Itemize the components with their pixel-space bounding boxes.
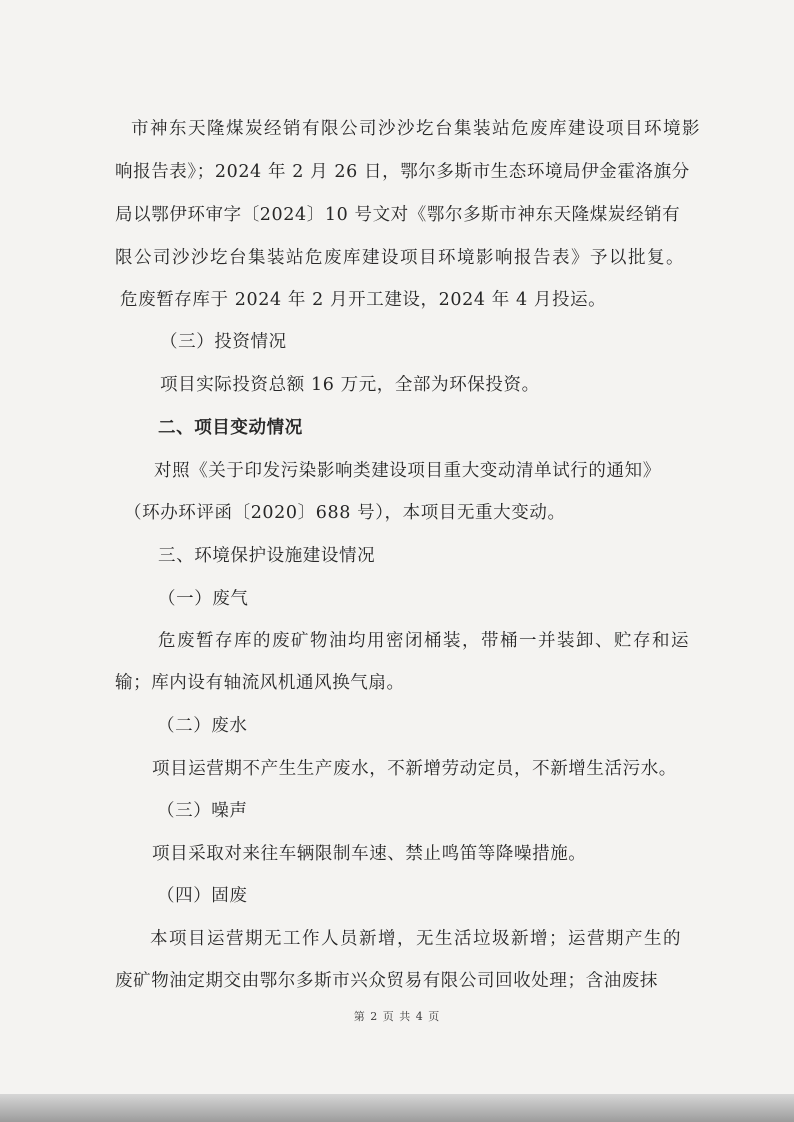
paragraph-line: 输；库内设有轴流风机通风换气扇。 (115, 673, 405, 693)
paragraph-line: （环办环评函〔2020〕688 号），本项目无重大变动。 (124, 503, 566, 523)
scan-edge (0, 1094, 794, 1122)
paragraph-line: 危废暂存库的废矿物油均用密闭桶装，带桶一并装卸、贮存和运 (158, 631, 690, 651)
paragraph-line: 响报告表》；2024 年 2 月 26 日，鄂尔多斯市生态环境局伊金霍洛旗分 (115, 162, 690, 182)
section-heading: 三、环境保护设施建设情况 (158, 546, 376, 566)
paragraph-line: 危废暂存库于 2024 年 2 月开工建设，2024 年 4 月投运。 (120, 290, 607, 310)
paragraph-line: 市神东天隆煤炭经销有限公司沙沙圪台集装站危废库建设项目环境影 (131, 119, 701, 139)
subsection-heading: （三）噪声 (157, 801, 248, 821)
page-number: 第 2 页 共 4 页 (353, 1010, 441, 1023)
section-heading: 二、项目变动情况 (158, 418, 303, 438)
paragraph-line: 本项目运营期无工作人员新增，无生活垃圾新增；运营期产生的 (150, 929, 682, 949)
paragraph-line: 项目运营期不产生生产废水，不新增劳动定员，不新增生活污水。 (152, 759, 677, 779)
subsection-heading: （二）废水 (157, 716, 248, 736)
paragraph-line: 废矿物油定期交由鄂尔多斯市兴众贸易有限公司回收处理；含油废抹 (115, 971, 658, 991)
paragraph-line: 限公司沙沙圪台集装站危废库建设项目环境影响报告表》予以批复。 (115, 248, 685, 268)
paragraph-line: 局以鄂伊环审字〔2024〕10 号文对《鄂尔多斯市神东天隆煤炭经销有 (115, 205, 681, 225)
subsection-heading: （一）废气 (158, 589, 249, 609)
paragraph-line: 项目实际投资总额 16 万元，全部为环保投资。 (160, 375, 540, 395)
paragraph-line: 对照《关于印发污染影响类建设项目重大变动清单试行的通知》 (154, 461, 661, 481)
subsection-heading: （四）固废 (157, 886, 248, 906)
paragraph-line: 项目采取对来往车辆限制车速、禁止鸣笛等降噪措施。 (152, 844, 587, 864)
subsection-heading: （三）投资情况 (160, 332, 287, 352)
